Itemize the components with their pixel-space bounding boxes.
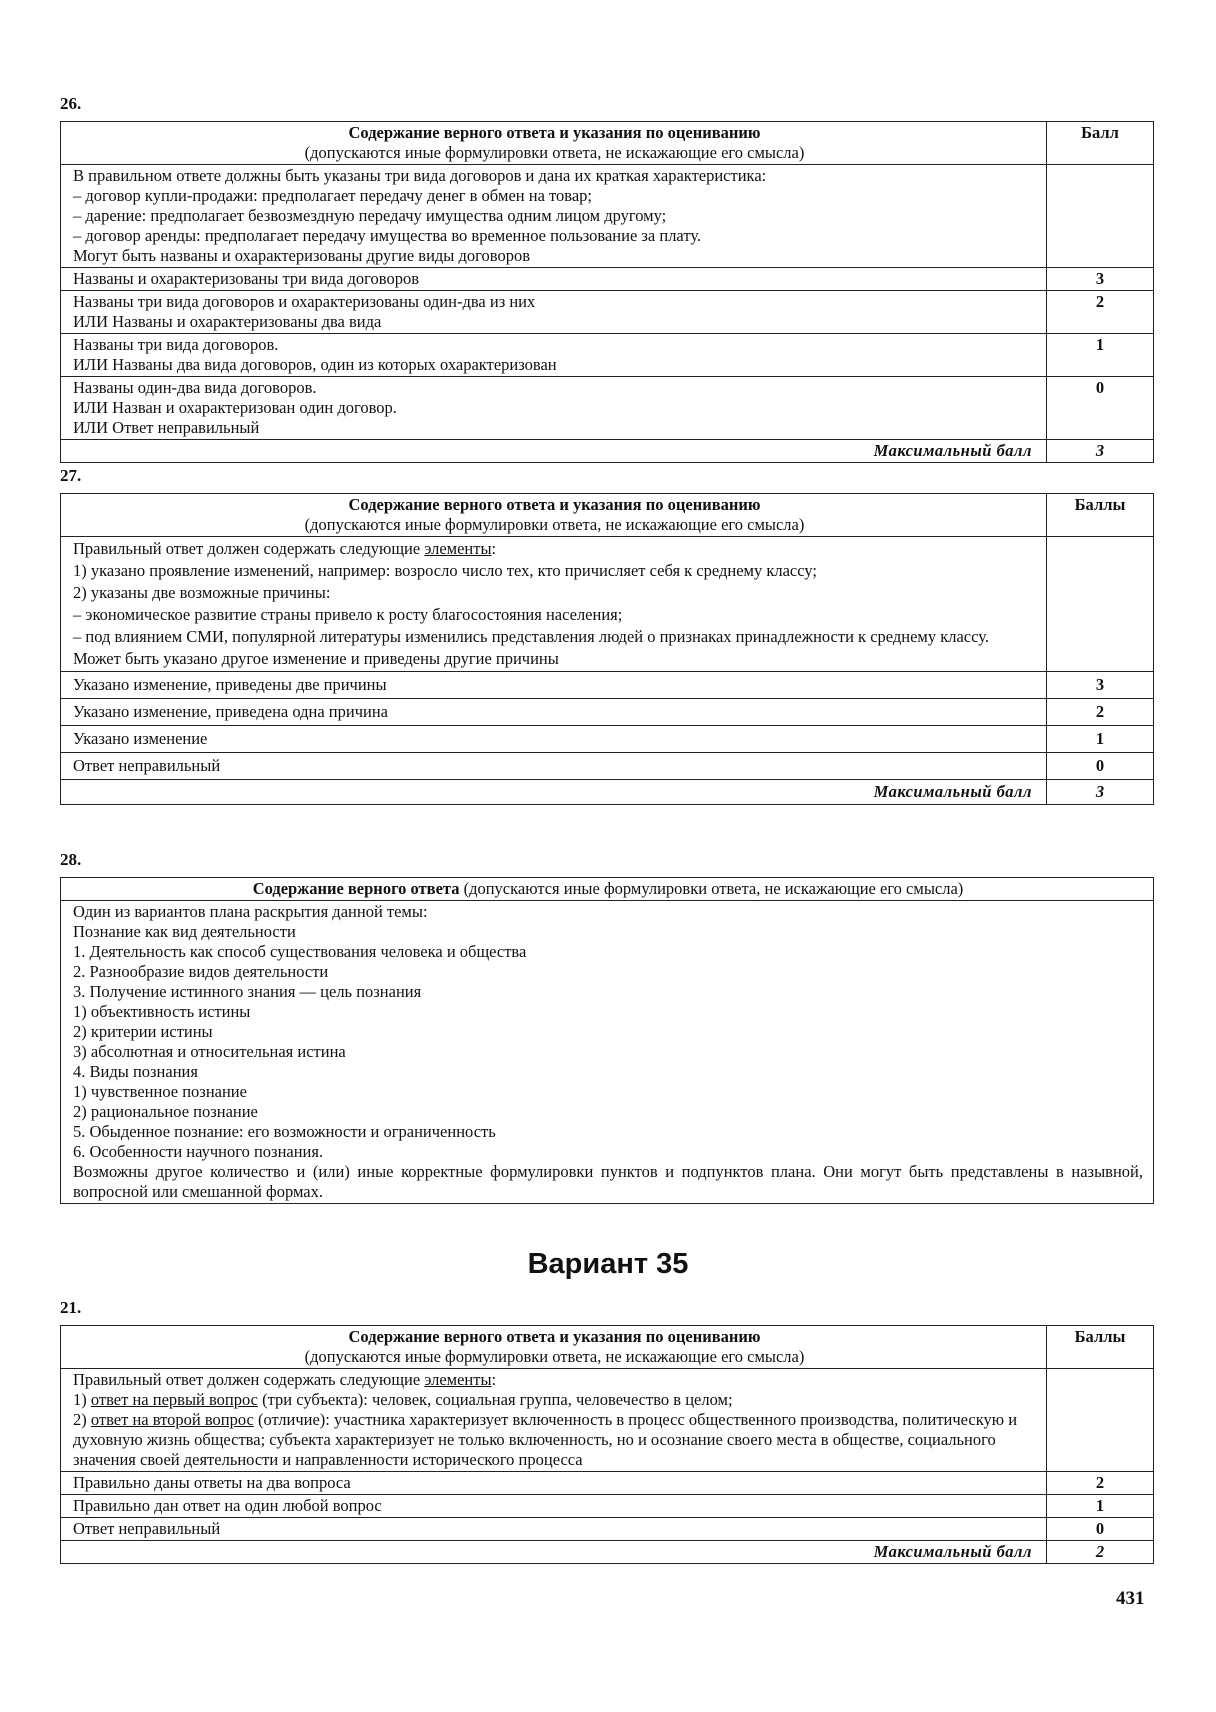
text-line: 3) абсолютная и относительная истина: [73, 1042, 346, 1061]
header-sub: (допускаются иные формулировки ответа, не искажающие его смысла): [304, 143, 805, 162]
scoring-table-27: [60, 493, 1154, 805]
underlined-text: ответ на первый вопрос: [90, 1390, 258, 1409]
criteria-row: [61, 726, 1154, 753]
text-line: ИЛИ Названы и охарактеризованы два вида: [73, 312, 382, 331]
text-line: – под влиянием СМИ, популярной литературы изменились представления людей о признаках принадлежности к среднему классу.: [73, 627, 989, 646]
text-line: 1) указано проявление изменений, например: возросло число тех, кто причисляет себя к среднему классу;: [73, 561, 817, 580]
answer-content: [61, 537, 1047, 672]
text-line: Познание как вид деятельности: [73, 922, 296, 941]
text-line: 1. Деятельность как способ существования человека и общества: [73, 942, 527, 961]
criteria-score: 0: [1047, 753, 1154, 780]
text-line: Названы один-два вида договоров.: [73, 378, 317, 397]
underlined-text: элементы: [424, 1370, 492, 1389]
header-main: Содержание верного ответа и указания по оцениванию: [348, 495, 761, 514]
question-number-27: 27.: [60, 466, 82, 485]
text-segment: 2): [73, 1410, 91, 1429]
criteria-text: [61, 726, 1047, 753]
text-segment: (отличие): участника характеризует включенность в процесс общественного производства, политическую и духовную жизнь общества; субъекта характеризует не только включенность, но и осознание своего места в обществе, социального значения своей деятельности и направленности исторического процесса: [73, 1410, 1018, 1469]
criteria-text: [61, 291, 1047, 334]
text-line: 2) указаны две возможные причины:: [73, 583, 331, 602]
criteria-row: [61, 1472, 1154, 1495]
text-segment: Правильный ответ должен содержать следующие: [73, 1370, 425, 1389]
header-row: [61, 122, 1154, 165]
criteria-score: 2: [1047, 699, 1154, 726]
criteria-score: 3: [1047, 672, 1154, 699]
text-line: 6. Особенности научного познания.: [73, 1142, 324, 1161]
question-number-28: 28.: [60, 850, 82, 869]
text-line: Могут быть названы и охарактеризованы другие виды договоров: [73, 246, 530, 265]
max-score-value: 3: [1047, 440, 1154, 463]
criteria-row: [61, 753, 1154, 780]
text-line: [73, 1370, 1036, 1390]
text-line: – договор аренды: предполагает передачу имущества во временное пользование за плату.: [73, 226, 702, 245]
header-bold: Содержание верного ответа: [252, 879, 460, 898]
text-line: ИЛИ Назван и охарактеризован один договор.: [73, 398, 397, 417]
criteria-score: 0: [1047, 377, 1154, 440]
criteria-text: [61, 1518, 1047, 1541]
header-row: [61, 494, 1154, 537]
text-line: Может быть указано другое изменение и приведены другие причины: [73, 649, 559, 668]
text-line: Указано изменение: [73, 729, 208, 748]
content-row: [61, 901, 1154, 1204]
max-score-row: [61, 1541, 1154, 1564]
underlined-text: элементы: [424, 539, 492, 558]
criteria-row: [61, 334, 1154, 377]
text-line: Ответ неправильный: [73, 756, 221, 775]
header-main: Содержание верного ответа и указания по оцениванию: [348, 123, 761, 142]
text-line: – экономическое развитие страны привело к росту благосостояния населения;: [73, 605, 623, 624]
answer-content: [61, 165, 1047, 268]
text-line: 1) объективность истины: [73, 1002, 251, 1021]
scoring-table-21: [60, 1325, 1154, 1564]
text-line: Правильно дан ответ на один любой вопрос: [73, 1496, 382, 1515]
text-line: 2. Разнообразие видов деятельности: [73, 962, 329, 981]
header-row: [61, 878, 1154, 901]
criteria-row: [61, 699, 1154, 726]
answer-table-28: [60, 877, 1154, 1204]
text-segment: :: [491, 1370, 497, 1389]
text-segment: :: [491, 539, 497, 558]
header-main: Содержание верного ответа и указания по оцениванию: [348, 1327, 761, 1346]
text-segment: 1): [73, 1390, 91, 1409]
text-segment: (три субъекта): человек, социальная группа, человечество в целом;: [257, 1390, 733, 1409]
criteria-text: [61, 334, 1047, 377]
text-line: – дарение: предполагает безвозмездную передачу имущества одним лицом другому;: [73, 206, 667, 225]
criteria-text: [61, 1472, 1047, 1495]
answer-content: [61, 1369, 1047, 1472]
text-line: Указано изменение, приведена одна причина: [73, 702, 388, 721]
header-cell: [61, 1326, 1047, 1369]
criteria-score: 2: [1047, 1472, 1154, 1495]
content-row: [61, 1369, 1154, 1472]
criteria-text: [61, 268, 1047, 291]
text-line: Правильно даны ответы на два вопроса: [73, 1473, 351, 1492]
header-rest: (допускаются иные формулировки ответа, не искажающие его смысла): [459, 879, 964, 898]
criteria-text: [61, 753, 1047, 780]
criteria-score: 1: [1047, 1495, 1154, 1518]
text-line: Возможны другое количество и (или) иные корректные формулировки пунктов и подпунктов плана. Они могут быть представлены в назывной, вопросной или смешанной формах.: [73, 1162, 1143, 1201]
text-line: 1) чувственное познание: [73, 1082, 247, 1101]
text-line: 2) критерии истины: [73, 1022, 213, 1041]
text-line: ИЛИ Ответ неправильный: [73, 418, 260, 437]
criteria-score: 1: [1047, 334, 1154, 377]
text-segment: Правильный ответ должен содержать следующие: [73, 539, 425, 558]
text-line: ИЛИ Названы два вида договоров, один из которых охарактеризован: [73, 355, 557, 374]
criteria-score: 3: [1047, 268, 1154, 291]
score-empty: [1047, 1369, 1154, 1472]
max-score-label: Максимальный балл: [61, 440, 1047, 463]
score-header: Балл: [1047, 122, 1154, 165]
header-sub: (допускаются иные формулировки ответа, не искажающие его смысла): [304, 515, 805, 534]
text-line: [73, 1390, 1036, 1410]
header-row: [61, 1326, 1154, 1369]
text-line: Один из вариантов плана раскрытия данной темы:: [73, 902, 428, 921]
score-header: Баллы: [1047, 1326, 1154, 1369]
criteria-row: [61, 377, 1154, 440]
criteria-text: [61, 672, 1047, 699]
header-cell: [61, 878, 1154, 901]
text-line: Названы три вида договоров и охарактеризованы один-два из них: [73, 292, 536, 311]
max-score-value: 3: [1047, 780, 1154, 805]
criteria-row: [61, 268, 1154, 291]
text-line: – договор купли-продажи: предполагает передачу денег в обмен на товар;: [73, 186, 592, 205]
text-line: Названы три вида договоров.: [73, 335, 279, 354]
question-number-21: 21.: [60, 1298, 82, 1317]
score-empty: [1047, 165, 1154, 268]
scoring-table-26: [60, 121, 1154, 463]
header-sub: (допускаются иные формулировки ответа, не искажающие его смысла): [304, 1347, 805, 1366]
max-score-row: [61, 440, 1154, 463]
text-line: Ответ неправильный: [73, 1519, 221, 1538]
criteria-score: 1: [1047, 726, 1154, 753]
criteria-text: [61, 1495, 1047, 1518]
max-score-label: Максимальный балл: [61, 780, 1047, 805]
answer-content: [61, 901, 1154, 1204]
text-line: 4. Виды познания: [73, 1062, 198, 1081]
criteria-row: [61, 672, 1154, 699]
criteria-row: [61, 1518, 1154, 1541]
text-line: [73, 538, 1036, 560]
header-cell: [61, 122, 1047, 165]
page-number: 431: [1116, 1588, 1145, 1609]
max-score-label: Максимальный балл: [61, 1541, 1047, 1564]
criteria-score: 2: [1047, 291, 1154, 334]
criteria-text: [61, 377, 1047, 440]
variant-title: Вариант 35: [527, 1248, 689, 1280]
max-score-row: [61, 780, 1154, 805]
criteria-score: 0: [1047, 1518, 1154, 1541]
criteria-row: [61, 1495, 1154, 1518]
text-line: В правильном ответе должны быть указаны три вида договоров и дана их краткая характеристика:: [73, 166, 767, 185]
score-empty: [1047, 537, 1154, 672]
text-line: Названы и охарактеризованы три вида договоров: [73, 269, 419, 288]
question-number-26: 26.: [60, 94, 82, 113]
text-line: [73, 1410, 1036, 1470]
criteria-row: [61, 291, 1154, 334]
score-header: Баллы: [1047, 494, 1154, 537]
content-row: [61, 537, 1154, 672]
header-cell: [61, 494, 1047, 537]
text-line: Указано изменение, приведены две причины: [73, 675, 387, 694]
content-row: [61, 165, 1154, 268]
max-score-value: 2: [1047, 1541, 1154, 1564]
text-line: 3. Получение истинного знания — цель познания: [73, 982, 422, 1001]
text-line: 2) рациональное познание: [73, 1102, 258, 1121]
criteria-text: [61, 699, 1047, 726]
text-line: 5. Обыденное познание: его возможности и ограниченность: [73, 1122, 496, 1141]
underlined-text: ответ на второй вопрос: [90, 1410, 254, 1429]
